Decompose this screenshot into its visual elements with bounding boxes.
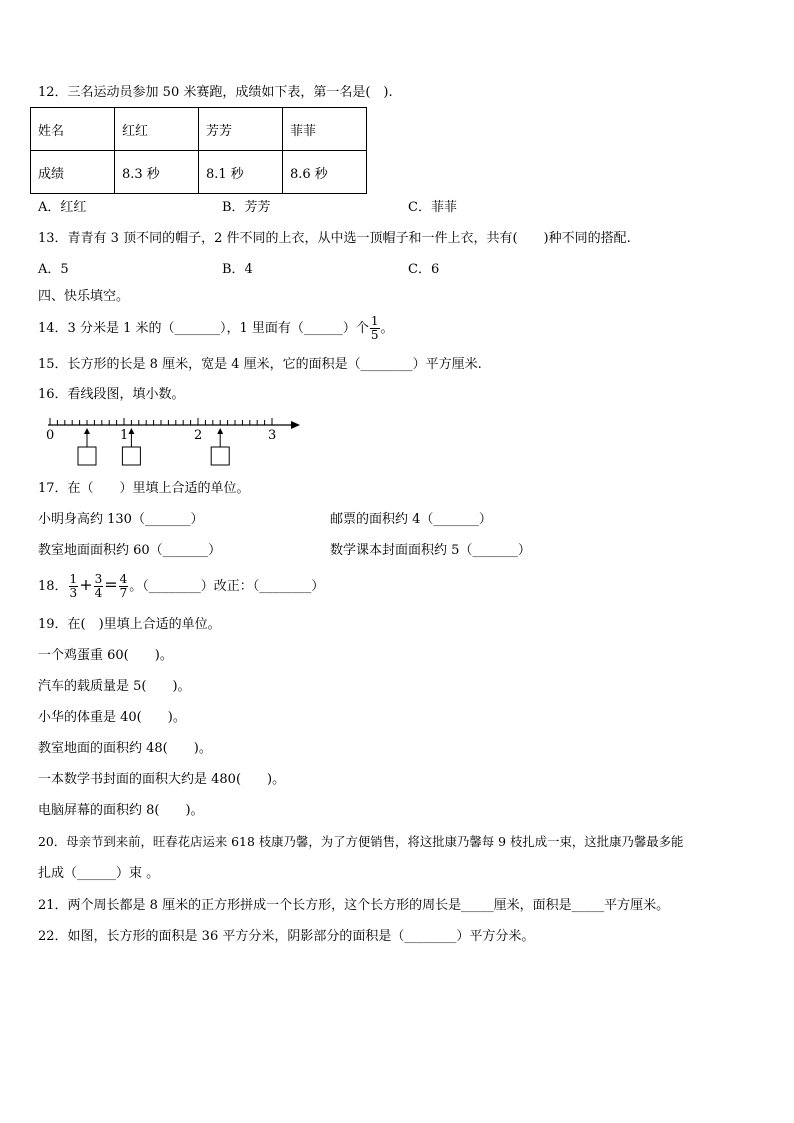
q12-option-a: A．红红 [38,200,87,215]
table-cell: 8.6 秒 [283,151,367,194]
tick-label: 2 [194,428,203,443]
table-cell: 红红 [115,108,199,151]
table-cell: 菲菲 [283,108,367,151]
answer-box[interactable] [78,447,96,465]
q19-item: 小华的体重是 40( )。 [38,710,186,725]
q13-stem: 13．青青有 3 顶不同的帽子，2 件不同的上衣，从中选一顶帽子和一件上衣，共有( )种不同的搭配. [38,231,631,246]
q19-item: 教室地面的面积约 48( )。 [38,741,212,756]
q19-item: 一本数学书封面的面积大约是 480( )。 [38,772,286,787]
table-cell: 成绩 [31,151,115,194]
tick-label: 3 [268,428,277,443]
q15: 15．长方形的长是 8 厘米，宽是 4 厘米，它的面积是（________）平方厘米. [38,357,482,372]
arrow-up-icon [217,428,223,434]
table-row [31,108,367,151]
table-row [31,151,367,194]
q13-option-a: A．5 [38,262,69,277]
q21: 21．两个周长都是 8 厘米的正方形拼成一个长方形，这个长方形的周长是_____厘米，面积是_____平方厘米。 [38,898,670,913]
q17-item: 小明身高约 130（_______） [38,512,204,527]
q19-item: 汽车的载质量是 5( )。 [38,679,191,694]
table-cell: 姓名 [31,108,115,151]
fraction: $\frac{1}{3}$ [69,572,78,600]
q16-stem: 16．看线段图，填小数。 [38,387,185,402]
q14-text: 14．3 分米是 1 米的（_______），1 里面有（______）个 [38,321,369,336]
q22: 22．如图，长方形的面积是 36 平方分米，阴影部分的面积是（________）平方分米。 [38,929,535,944]
q19-item: 电脑屏幕的面积约 8( )。 [38,803,204,818]
q12-option-b: B．芳芳 [222,200,271,215]
score-table [30,107,367,194]
q20-line1: 20．母亲节到来前，旺春花店运来 618 枝康乃馨，为了方便销售，将这批康乃馨每 9 枝扎成一束，这批康乃馨最多能 [38,834,684,849]
q13-option-b: B．4 [222,262,253,277]
q18: 18． $\frac{1}{3}$ + $\frac{3}{4}$ = $\frac{4}{7}$ 。（________）改正：（________） [38,572,325,600]
q12-stem: 12．三名运动员参加 50 米赛跑，成绩如下表，第一名是( ). [38,85,393,100]
q14: 14．3 分米是 1 米的（_______），1 里面有（______）个 $\frac{1}{5}$ 。 [38,314,394,342]
fraction: $\frac{4}{7}$ [119,572,128,600]
number-line [38,410,318,470]
arrowhead-icon [291,421,300,429]
answer-box[interactable] [122,447,140,465]
table-cell: 8.1 秒 [199,151,283,194]
arrow-up-icon [128,428,134,434]
q13-option-c: C．6 [408,262,440,277]
fraction: $\frac{3}{4}$ [94,572,103,600]
q19-item: 一个鸡蛋重 60( )。 [38,648,173,663]
q17-item: 邮票的面积约 4（_______） [330,512,492,527]
arrow-up-icon [84,428,90,434]
section-title: 四、快乐填空。 [38,289,130,304]
tick-group [50,418,272,425]
q17-item: 数学课本封面面积约 5（_______） [330,543,531,558]
q19-stem: 19．在( )里填上合适的单位。 [38,617,221,632]
fraction: $\frac{1}{5}$ [370,314,379,342]
answer-box[interactable] [211,447,229,465]
q20-line2: 扎成（______）束 。 [38,866,160,881]
table-cell: 8.3 秒 [115,151,199,194]
tick-label: 1 [120,428,129,443]
arrow-group [78,428,229,465]
table-cell: 芳芳 [199,108,283,151]
q17-stem: 17．在（ ）里填上合适的单位。 [38,481,250,496]
tick-label: 0 [46,428,55,443]
q17-item: 教室地面面积约 60（_______） [38,543,222,558]
q12-option-c: C．菲菲 [408,200,457,215]
